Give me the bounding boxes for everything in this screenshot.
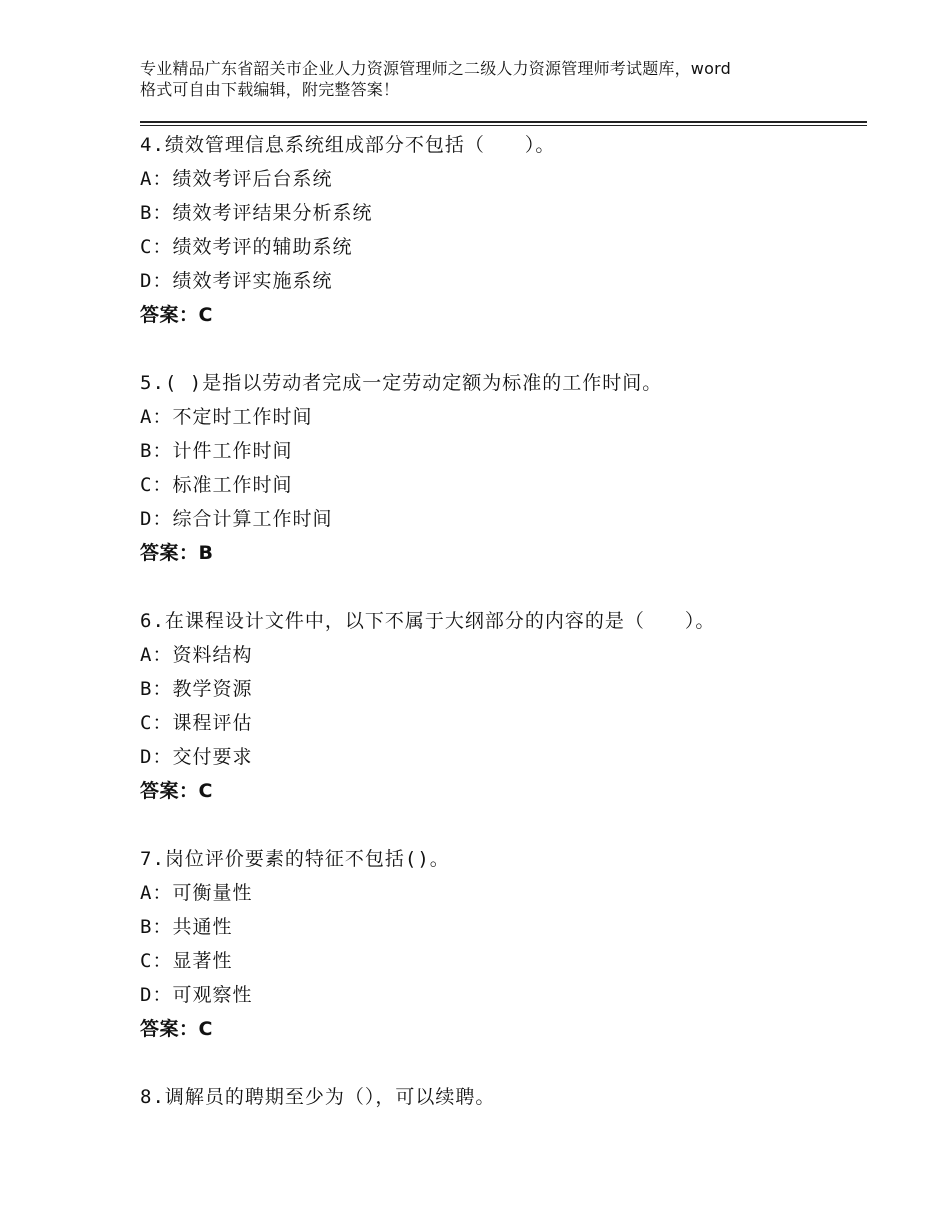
spacer [140,332,867,366]
question-5 [140,366,867,604]
option-a: A：绩效考评后台系统 [140,168,333,190]
option-d: D：绩效考评实施系统 [140,270,333,292]
option-d: D：综合计算工作时间 [140,508,333,530]
question-stem: 8.调解员的聘期至少为（），可以续聘。 [140,1086,496,1108]
option-b: B：共通性 [140,916,233,938]
option-b: B：绩效考评结果分析系统 [140,202,373,224]
question-stem: 4.绩效管理信息系统组成部分不包括（ ）。 [140,134,556,156]
option-c: C：绩效考评的辅助系统 [140,236,353,258]
option-c: C：标准工作时间 [140,474,293,496]
question-list [140,128,867,1114]
header-line-1: 专业精品广东省韶关市企业人力资源管理师之二级人力资源管理师考试题库，word [140,59,731,78]
question-4 [140,128,867,366]
option-a: A：资料结构 [140,644,253,666]
answer: 答案：B [140,542,214,564]
header-divider-thin [140,125,867,126]
option-d: D：交付要求 [140,746,253,768]
spacer [140,1046,867,1080]
spacer [140,570,867,604]
document-header [140,58,840,100]
option-b: B：计件工作时间 [140,440,293,462]
answer: 答案：C [140,1018,213,1040]
question-stem: 5.( )是指以劳动者完成一定劳动定额为标准的工作时间。 [140,372,663,394]
option-b: B：教学资源 [140,678,253,700]
question-stem: 6.在课程设计文件中，以下不属于大纲部分的内容的是（ ）。 [140,610,716,632]
question-8 [140,1080,867,1114]
header-divider-thick [140,121,867,123]
question-6 [140,604,867,842]
option-c: C：显著性 [140,950,233,972]
question-7 [140,842,867,1080]
question-stem: 7.岗位评价要素的特征不包括()。 [140,848,450,870]
option-c: C：课程评估 [140,712,253,734]
option-a: A：可衡量性 [140,882,253,904]
option-d: D：可观察性 [140,984,253,1006]
option-a: A：不定时工作时间 [140,406,313,428]
header-line-2: 格式可自由下载编辑，附完整答案！ [140,80,400,99]
answer: 答案：C [140,780,213,802]
answer: 答案：C [140,304,213,326]
spacer [140,808,867,842]
